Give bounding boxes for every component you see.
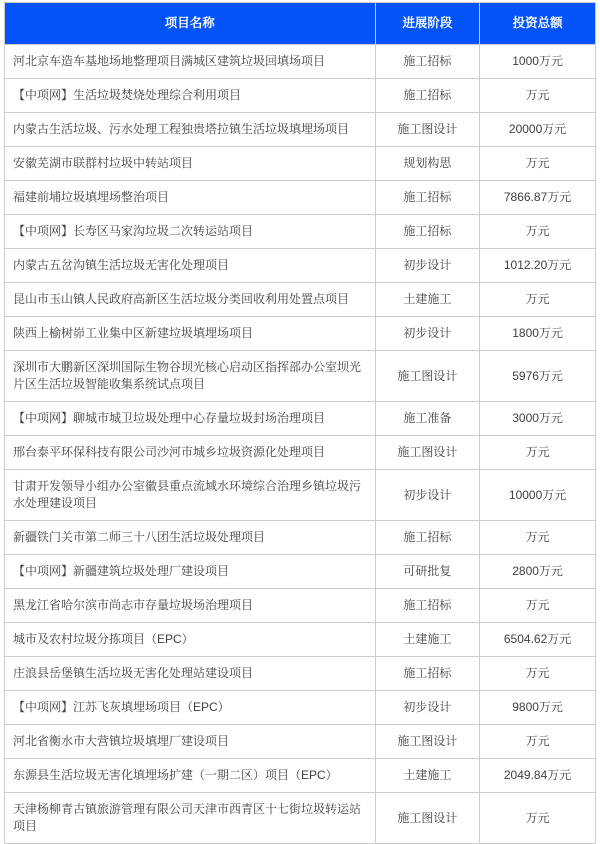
table-row: [5, 521, 596, 555]
table-row: [5, 283, 596, 317]
project-name-cell: 内蒙古五岔沟镇生活垃圾无害化处理项目: [5, 249, 376, 283]
investment-cell: 20000万元: [480, 113, 596, 147]
project-name-cell: 安徽芜湖市联群村垃圾中转站项目: [5, 147, 376, 181]
project-name-cell: 甘肃开发领导小组办公室徽县重点流域水环境综合治理乡镇垃圾污水处理建设项目: [5, 470, 376, 521]
investment-cell: 1800万元: [480, 317, 596, 351]
investment-cell: 万元: [480, 725, 596, 759]
progress-stage-cell: 规划构思: [375, 147, 480, 181]
table-row: [5, 79, 596, 113]
column-header-progress-stage: 进展阶段: [375, 3, 480, 45]
table-row: [5, 402, 596, 436]
project-name-cell: 昆山市玉山镇人民政府高新区生活垃圾分类回收利用处置点项目: [5, 283, 376, 317]
table-row: [5, 249, 596, 283]
table-row: [5, 215, 596, 249]
progress-stage-cell: 施工图设计: [375, 793, 480, 844]
project-name-cell: 东源县生活垃圾无害化填埋场扩建（一期二区）项目（EPC）: [5, 759, 376, 793]
table-row: [5, 147, 596, 181]
progress-stage-cell: 施工招标: [375, 45, 480, 79]
investment-cell: 1000万元: [480, 45, 596, 79]
project-name-cell: 深圳市大鹏新区深圳国际生物谷坝光核心启动区指挥部办公室坝光片区生活垃圾智能收集系统试点项目: [5, 351, 376, 402]
progress-stage-cell: 施工图设计: [375, 436, 480, 470]
investment-cell: 3000万元: [480, 402, 596, 436]
investment-cell: 1012.20万元: [480, 249, 596, 283]
project-name-cell: 福建前埔垃圾填埋场整治项目: [5, 181, 376, 215]
project-name-cell: 【中项网】江苏飞灰填埋场项目（EPC）: [5, 691, 376, 725]
investment-cell: 万元: [480, 147, 596, 181]
progress-stage-cell: 施工图设计: [375, 113, 480, 147]
table-body: [5, 45, 596, 844]
investment-cell: 万元: [480, 521, 596, 555]
table-row: [5, 623, 596, 657]
progress-stage-cell: 可研批复: [375, 555, 480, 589]
project-name-cell: 黑龙江省哈尔滨市尚志市存量垃圾场治理项目: [5, 589, 376, 623]
progress-stage-cell: 初步设计: [375, 317, 480, 351]
progress-stage-cell: 初步设计: [375, 470, 480, 521]
project-name-cell: 天津杨柳青古镇旅游管理有限公司天津市西青区十七街垃圾转运站项目: [5, 793, 376, 844]
investment-cell: 万元: [480, 793, 596, 844]
progress-stage-cell: 施工招标: [375, 521, 480, 555]
project-name-cell: 庄浪县岳堡镇生活垃圾无害化处理站建设项目: [5, 657, 376, 691]
project-name-cell: 新疆铁门关市第二师三十八团生活垃圾处理项目: [5, 521, 376, 555]
investment-cell: 10000万元: [480, 470, 596, 521]
investment-cell: 9800万元: [480, 691, 596, 725]
table-row: [5, 759, 596, 793]
project-name-cell: 河北京车造车基地场地整理项目满城区建筑垃圾回填场项目: [5, 45, 376, 79]
investment-cell: 2049.84万元: [480, 759, 596, 793]
table-row: [5, 589, 596, 623]
investment-cell: 万元: [480, 79, 596, 113]
progress-stage-cell: 施工招标: [375, 657, 480, 691]
progress-stage-cell: 施工准备: [375, 402, 480, 436]
investment-cell: 7866.87万元: [480, 181, 596, 215]
progress-stage-cell: 土建施工: [375, 623, 480, 657]
investment-cell: 万元: [480, 436, 596, 470]
project-name-cell: 邢台泰平环保科技有限公司沙河市城乡垃圾资源化处理项目: [5, 436, 376, 470]
investment-cell: 6504.62万元: [480, 623, 596, 657]
project-name-cell: 【中项网】生活垃圾焚烧处理综合利用项目: [5, 79, 376, 113]
table-row: [5, 436, 596, 470]
investment-cell: 万元: [480, 283, 596, 317]
table-row: [5, 555, 596, 589]
investment-cell: 万元: [480, 215, 596, 249]
progress-stage-cell: 施工图设计: [375, 725, 480, 759]
projects-table: [4, 2, 596, 844]
table-row: [5, 181, 596, 215]
table-row: [5, 691, 596, 725]
project-name-cell: 【中项网】新疆建筑垃圾处理厂建设项目: [5, 555, 376, 589]
project-name-cell: 内蒙古生活垃圾、污水处理工程独贵塔拉镇生活垃圾填埋场项目: [5, 113, 376, 147]
progress-stage-cell: 施工图设计: [375, 351, 480, 402]
table-row: [5, 45, 596, 79]
investment-cell: 2800万元: [480, 555, 596, 589]
table-row: [5, 317, 596, 351]
table-row: [5, 470, 596, 521]
table-row: [5, 657, 596, 691]
column-header-total-investment: 投资总额: [480, 3, 596, 45]
project-name-cell: 河北省衡水市大营镇垃圾填埋厂建设项目: [5, 725, 376, 759]
table-header: [5, 3, 596, 45]
table-row: [5, 351, 596, 402]
project-name-cell: 【中项网】聊城市城卫垃圾处理中心存量垃圾封场治理项目: [5, 402, 376, 436]
investment-cell: 5976万元: [480, 351, 596, 402]
column-header-project-name: 项目名称: [5, 3, 376, 45]
progress-stage-cell: 初步设计: [375, 249, 480, 283]
table-row: [5, 113, 596, 147]
progress-stage-cell: 施工招标: [375, 79, 480, 113]
progress-stage-cell: 施工招标: [375, 215, 480, 249]
progress-stage-cell: 施工招标: [375, 181, 480, 215]
progress-stage-cell: 施工招标: [375, 589, 480, 623]
progress-stage-cell: 初步设计: [375, 691, 480, 725]
project-name-cell: 【中项网】长寿区马家沟垃圾二次转运站项目: [5, 215, 376, 249]
table-row: [5, 725, 596, 759]
investment-cell: 万元: [480, 657, 596, 691]
progress-stage-cell: 土建施工: [375, 283, 480, 317]
investment-cell: 万元: [480, 589, 596, 623]
project-name-cell: 城市及农村垃圾分拣项目（EPC）: [5, 623, 376, 657]
project-name-cell: 陕西上榆树峁工业集中区新建垃圾填埋场项目: [5, 317, 376, 351]
header-row: [5, 3, 596, 45]
progress-stage-cell: 土建施工: [375, 759, 480, 793]
